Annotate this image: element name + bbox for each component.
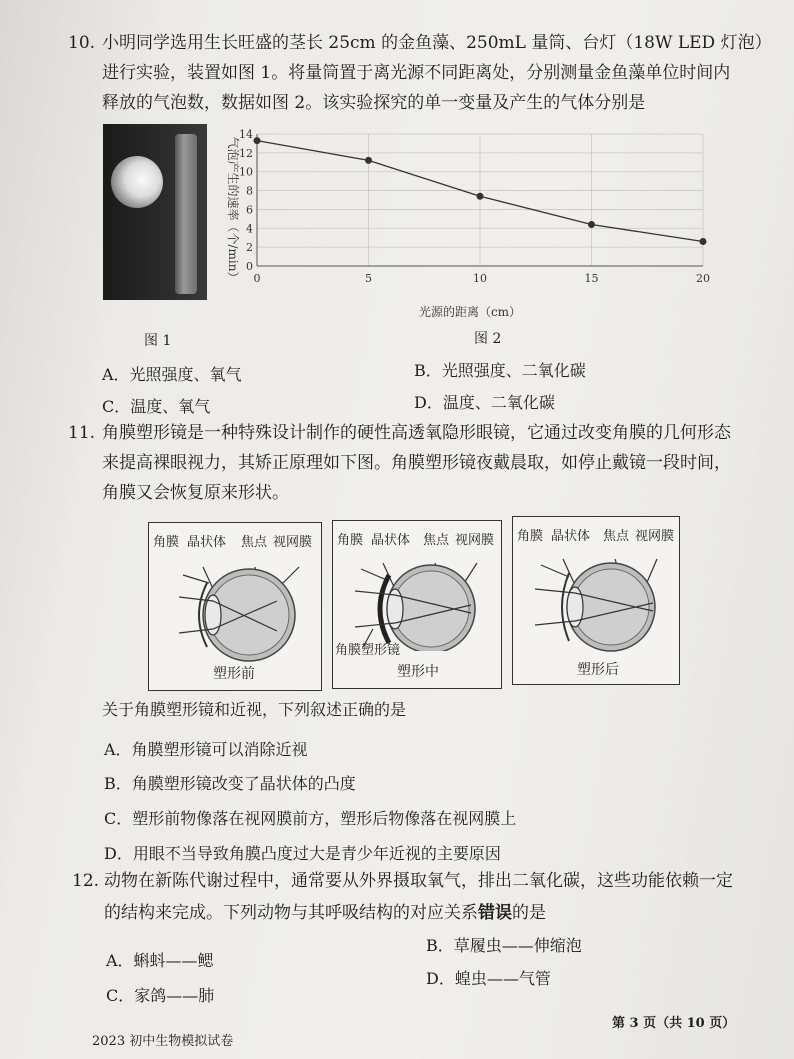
label-focus: 焦点 bbox=[423, 533, 450, 548]
y-tick-label: 12 bbox=[239, 146, 253, 160]
question-text-line-2 bbox=[104, 898, 546, 928]
question-number: 11. bbox=[68, 423, 96, 443]
figure-1-photo bbox=[103, 124, 207, 300]
x-tick-label: 15 bbox=[584, 272, 599, 285]
q12-option-c[interactable]: C．家鸽——肺 bbox=[106, 986, 215, 1005]
y-tick-label: 0 bbox=[246, 260, 253, 273]
x-tick-label: 10 bbox=[473, 272, 487, 285]
figure-1-caption: 图 1 bbox=[144, 333, 172, 349]
question-10 bbox=[68, 28, 772, 123]
y-tick-label: 8 bbox=[246, 184, 253, 198]
eye-before-drawing bbox=[169, 553, 309, 663]
q10-option-c[interactable]: C．温度、氧气 bbox=[102, 397, 211, 416]
question-text-line: 动物在新陈代谢过程中，通常要从外界摄取氧气，排出二氧化碳，这些功能依赖一定 bbox=[104, 871, 733, 891]
eye-diagram-after bbox=[512, 516, 680, 685]
panel-caption: 塑形前 bbox=[213, 666, 255, 682]
graduated-cylinder-image bbox=[175, 134, 197, 294]
y-tick-label: 2 bbox=[246, 241, 253, 255]
question-number: 10. bbox=[68, 33, 96, 53]
label-lens: 晶状体 bbox=[371, 533, 411, 548]
q11-option-a[interactable]: A．角膜塑形镜可以消除近视 bbox=[104, 740, 308, 759]
question-text-part: 的是 bbox=[512, 903, 546, 923]
page-number: 第 3 页（共 10 页） bbox=[612, 1016, 736, 1031]
panel-caption: 塑形中 bbox=[397, 664, 439, 680]
panel-caption: 塑形后 bbox=[577, 662, 619, 678]
x-tick-label: 0 bbox=[253, 272, 261, 285]
eye-diagram-during bbox=[332, 520, 502, 689]
label-retina: 视网膜 bbox=[273, 535, 313, 550]
q12-option-d[interactable]: D．蝗虫——气管 bbox=[426, 969, 551, 988]
q12-option-b[interactable]: B．草履虫——伸缩泡 bbox=[426, 936, 582, 955]
label-cornea: 角膜 bbox=[517, 529, 544, 544]
q11-option-d[interactable]: D．用眼不当导致角膜凸度过大是青少年近视的主要原因 bbox=[104, 844, 501, 863]
q10-option-d[interactable]: D．温度、二氧化碳 bbox=[414, 393, 555, 412]
label-ortho-k-lens: 角膜塑形镜 bbox=[335, 643, 401, 658]
label-focus: 焦点 bbox=[241, 535, 268, 550]
q11-option-c[interactable]: C．塑形前物像落在视网膜前方，塑形后物像落在视网膜上 bbox=[104, 809, 517, 828]
data-point bbox=[588, 221, 595, 228]
label-retina: 视网膜 bbox=[455, 533, 495, 548]
figure-2-line-chart bbox=[215, 126, 725, 326]
label-lens: 晶状体 bbox=[187, 535, 227, 550]
q11-option-b[interactable]: B．角膜塑形镜改变了晶状体的凸度 bbox=[104, 774, 356, 793]
label-retina: 视网膜 bbox=[635, 529, 675, 544]
question-text-part: 的结构来完成。下列动物与其呼吸结构的对应关系 bbox=[104, 903, 478, 923]
q10-option-b[interactable]: B．光照强度、二氧化碳 bbox=[414, 361, 586, 380]
y-tick-label: 14 bbox=[239, 128, 253, 141]
footer-title: 2023 初中生物模拟试卷 bbox=[92, 1034, 234, 1049]
question-text-line: 释放的气泡数，数据如图 2。该实验探究的单一变量及产生的气体分别是 bbox=[102, 93, 646, 113]
eye-after-drawing bbox=[529, 547, 669, 657]
x-axis-label: 光源的距离（cm） bbox=[418, 305, 522, 319]
data-point bbox=[477, 193, 484, 200]
y-tick-label: 6 bbox=[246, 203, 253, 217]
lamp-bulb-image bbox=[111, 156, 163, 208]
label-focus: 焦点 bbox=[603, 529, 630, 544]
data-point bbox=[254, 137, 261, 144]
eye-during-drawing bbox=[349, 551, 489, 651]
question-text-line: 小明同学选用生长旺盛的茎长 25cm 的金鱼藻、250mL 量筒、台灯（18W LED 灯泡） bbox=[102, 33, 772, 53]
emphasis-wrong: 错误 bbox=[478, 903, 512, 923]
y-tick-label: 10 bbox=[239, 165, 253, 179]
x-tick-label: 5 bbox=[365, 272, 372, 285]
label-cornea: 角膜 bbox=[337, 533, 364, 548]
label-lens: 晶状体 bbox=[551, 529, 591, 544]
q11-stem: 关于角膜塑形镜和近视，下列叙述正确的是 bbox=[102, 700, 407, 719]
data-point bbox=[365, 157, 372, 164]
question-text-line: 角膜塑形镜是一种特殊设计制作的硬性高透氧隐形眼镜，它通过改变角膜的几何形态 bbox=[102, 423, 731, 443]
y-tick-label: 4 bbox=[246, 222, 253, 236]
eye-diagram-before bbox=[148, 522, 322, 691]
figure-2-caption: 图 2 bbox=[474, 331, 502, 347]
question-number: 12. bbox=[72, 871, 100, 891]
x-tick-label: 20 bbox=[696, 272, 710, 285]
y-axis-label: 气泡产生的速率（个/min） bbox=[226, 136, 240, 284]
label-cornea: 角膜 bbox=[153, 535, 180, 550]
question-text-line: 来提高裸眼视力，其矫正原理如下图。角膜塑形镜夜戴晨取，如停止戴镜一段时间， bbox=[102, 453, 731, 473]
data-point bbox=[700, 238, 707, 245]
question-text-line: 角膜又会恢复原来形状。 bbox=[102, 483, 289, 503]
question-11 bbox=[68, 418, 768, 513]
question-text-line: 进行实验，装置如图 1。将量筒置于离光源不同距离处，分别测量金鱼藻单位时间内 bbox=[102, 63, 731, 83]
question-12 bbox=[72, 866, 772, 931]
q10-option-a[interactable]: A．光照强度、氧气 bbox=[102, 365, 242, 384]
q12-option-a[interactable]: A．蝌蚪——鳃 bbox=[106, 951, 214, 970]
